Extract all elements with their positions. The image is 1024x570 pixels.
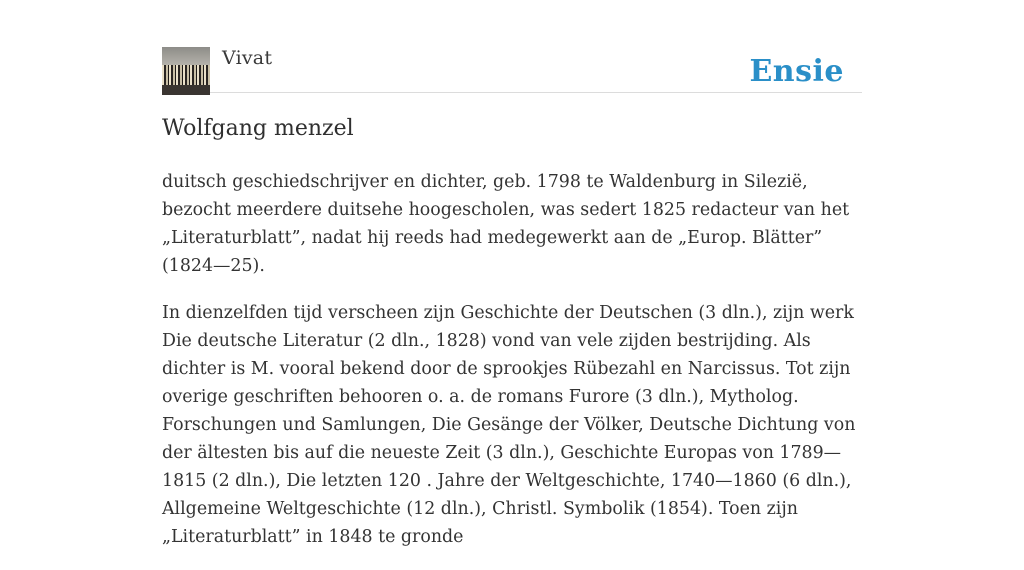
avatar-books [162,65,210,85]
article-title: Wolfgang menzel [162,116,354,141]
article-paragraph: duitsch geschiedschrijver en dichter, geb. 1798 te Waldenburg in Silezië, bezocht meerdere duitsehe hoogescholen, was sedert 1825 redacteur van het „Literaturblatt”, nadat hij reeds had medegewerkt aan de „Europ. Blätter” (1824—25). [162,172,850,276]
bookshelf-avatar-icon[interactable] [162,47,210,95]
brand-logo-link[interactable]: Ensie [749,54,844,89]
article-paragraph: In dienzelfden tijd verscheen zijn Geschichte der Deutschen (3 dln.), zijn werk Die deutsche Literatur (2 dln., 1828) vond van vele zijden bestrijding. Als dichter is M. vooral bekend door de sprookjes Rübezahl en Narcissus. Tot zijn overige geschriften behooren o. a. de romans Furore (3 dln.), Mytholog. Forschungen und Samlungen, Die Gesänge der Völker, Deutsche Dichtung von der ältesten bis auf die neueste Zeit (3 dln.), Geschichte Europas von 1789—1815 (2 dln.), Die letzten 120 . Jahre der Weltgeschichte, 1740—1860 (6 dln.), Allgemeine Weltgeschichte (12 dln.), Christl. Symbolik (1854). Toen zijn „Literaturblatt” in 1848 te gronde [162,303,856,547]
article-body [162,168,862,570]
username-link[interactable]: Vivat [222,47,273,69]
header [162,46,862,93]
avatar-floor [162,85,210,95]
avatar-sky [162,47,210,67]
